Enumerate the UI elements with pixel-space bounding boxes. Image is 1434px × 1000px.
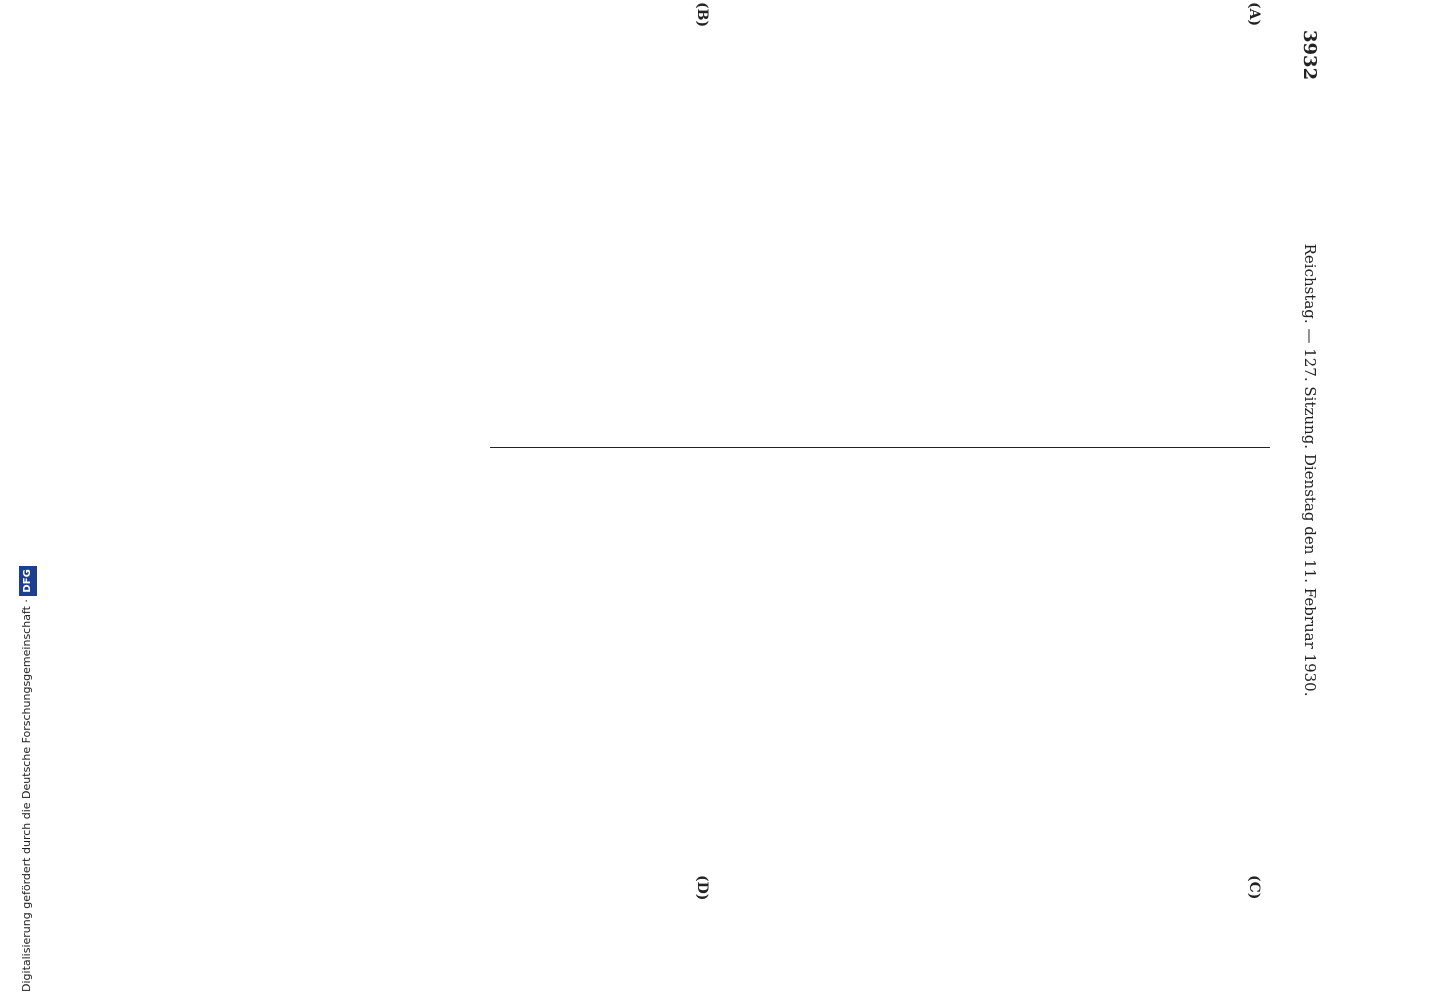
margin-mark-d: (D) [694,875,710,901]
left-column [90,30,1270,425]
text-columns [90,2,1270,901]
page-title: Reichstag. — 127. Sitzung. Dienstag den 11. Februar 1930. [1301,243,1319,697]
column-divider [490,447,1270,448]
page-header [1290,30,1330,860]
right-column [90,470,1270,865]
margin-mark-b: (B) [694,2,710,28]
footer-dot: · [20,595,33,603]
dfg-logo: DFG [19,566,37,595]
footer-bar [0,0,33,1000]
page-number: 3932 [1299,30,1321,81]
margin-mark-a: (A) [1246,2,1262,27]
rotated-page-content [30,0,1330,990]
footer-credit-text: Digitalisierung gefördert durch die Deutsche Forschungsgemeinschaft [20,606,33,992]
margin-mark-c: (C) [1246,875,1262,900]
